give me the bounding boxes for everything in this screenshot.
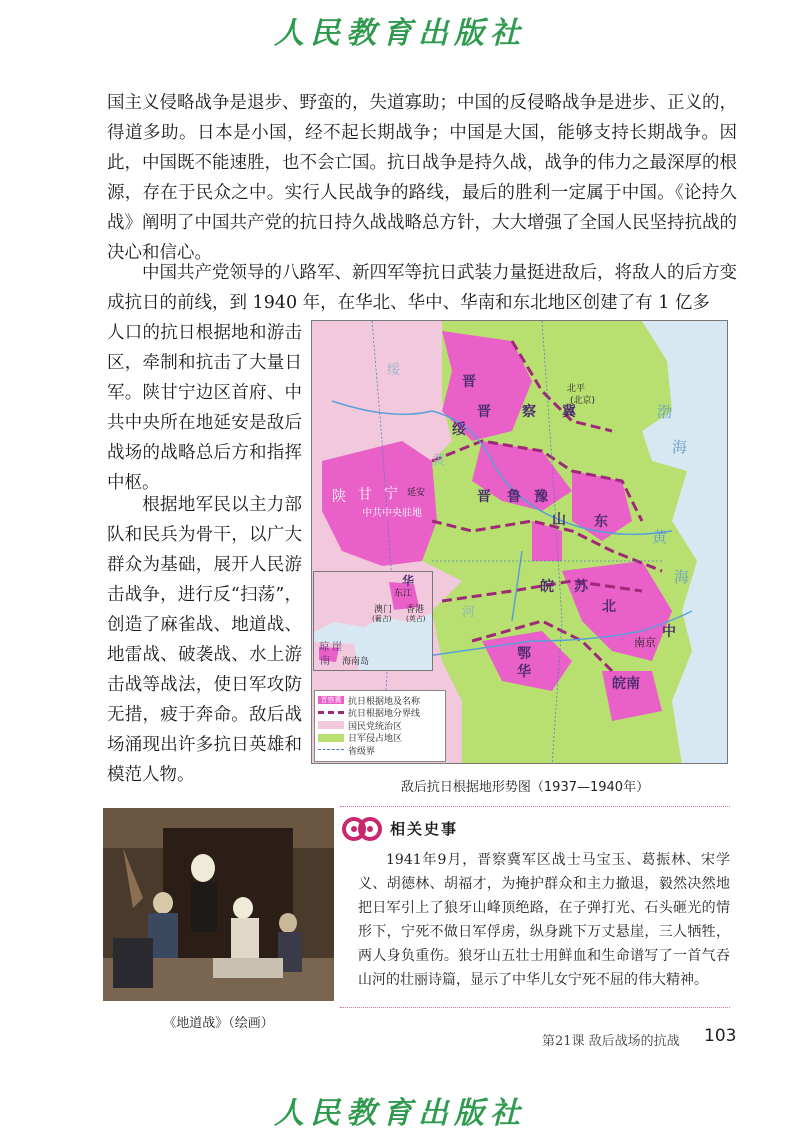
map-label-hai1: 海 bbox=[672, 438, 688, 456]
map-label-jin: 晋 bbox=[462, 374, 476, 390]
map-label-jin3: 晋 bbox=[477, 489, 491, 505]
page-number: 103 bbox=[704, 1026, 737, 1046]
paragraph-2-text: 中国共产党领导的八路军、新四军等抗日武装力量挺进敌后，将敌人的后方变成抗日的前线，到 1940 年，在华北、华中、华南和东北地区创建了有 1 亿多 bbox=[107, 263, 737, 313]
map-label-huang: 黄 bbox=[432, 453, 446, 468]
paragraph-1: 国主义侵略战争是退步、野蛮的，失道寡助；中国的反侵略战争是进步、正义的，得道多助。日本是小国，经不起长期战争；中国是大国，能够支持长期战争。因此，中国既不能速胜，也不会亡国。抗日战争是持久战，战争的伟力之最深厚的根源，存在于民众之中。实行人民战争的路线，最后的胜利一定属于中国。《论持久战》阐明了中国共产党的抗日持久战战略总方针，大大增强了全国人民坚持抗战的决心和信心。 bbox=[107, 93, 737, 263]
painting-caption: 《地道战》（绘画） bbox=[163, 1016, 274, 1031]
inset-label-qiong: 琼 bbox=[319, 642, 329, 653]
legend-swatch-kmt bbox=[318, 721, 344, 729]
publisher-watermark-bottom: 人民教育出版社 bbox=[274, 1096, 526, 1130]
south-china-inset bbox=[313, 571, 433, 671]
map-label-sui2: 绥 bbox=[452, 422, 466, 438]
legend-row-kmt bbox=[318, 719, 442, 732]
legend-row-base bbox=[318, 694, 442, 707]
footer-lesson-title: 第21课 敌后战场的抗战 bbox=[542, 1034, 680, 1049]
map-label-shandong: 山 bbox=[552, 512, 566, 528]
legend-label-base: 抗日根据地及名称 bbox=[348, 696, 421, 707]
map-label-wan: 皖 bbox=[540, 579, 554, 595]
legend-swatch-base: 晋察冀 bbox=[318, 696, 344, 704]
history-icon-graphic bbox=[342, 815, 382, 843]
inset-label-huanan: 华 bbox=[402, 574, 415, 588]
map-label-hua: 华 bbox=[517, 664, 531, 680]
map-label-sui: 绥 bbox=[387, 363, 401, 378]
map-label-jin2: 晋 bbox=[477, 404, 491, 420]
history-title: 相关史事 bbox=[390, 820, 459, 838]
map-label-ji: 冀 bbox=[562, 404, 576, 420]
map-label-ning: 宁 bbox=[384, 486, 398, 502]
base-area-map bbox=[311, 320, 728, 764]
map-label-yu: 豫 bbox=[534, 489, 548, 505]
inset-label-pu: (葡占) bbox=[372, 615, 392, 623]
map-legend bbox=[314, 690, 446, 762]
legend-swatch-occupied bbox=[318, 734, 344, 742]
map-label-zhong: 中 bbox=[662, 624, 676, 640]
legend-label-occupied: 日军侵占地区 bbox=[348, 734, 403, 745]
legend-row-boundary bbox=[318, 707, 442, 720]
legend-swatch-boundary bbox=[318, 711, 344, 715]
tunnel-warfare-painting bbox=[103, 808, 334, 1001]
history-text bbox=[358, 848, 730, 992]
inset-label-aomen: 澳门 bbox=[374, 605, 393, 615]
inset-label-dongjiang: 东江 bbox=[394, 589, 413, 599]
map-label-gan: 甘 bbox=[358, 487, 372, 503]
inset-label-ying: (英占) bbox=[406, 615, 426, 623]
map-caption: 敌后抗日根据地形势图（1937—1940年） bbox=[400, 780, 650, 795]
publisher-watermark-top: 人民教育出版社 bbox=[274, 16, 526, 51]
map-label-bei: 北 bbox=[602, 599, 616, 615]
legend-label-boundary: 抗日根据地分界线 bbox=[348, 709, 421, 720]
map-label-zhonggong: 中共中央驻地 bbox=[362, 508, 422, 519]
inset-label-yai: 崖 bbox=[332, 642, 342, 653]
legend-row-occupied bbox=[318, 732, 442, 745]
map-label-hai2: 海 bbox=[674, 568, 690, 586]
paragraph-4-text: 根据地军民以主力部队和民兵为骨干，以广大群众为基础，展开人民游击战争，进行反“扫荡”，创造了麻雀战、地道战、地雷战、破袭战、水上游击战等战法，使日军攻防无措，疲于奔命。敌后战场涌现出许多抗日英雄和模范人物。 bbox=[107, 495, 302, 785]
map-label-nanjing: 南京 bbox=[634, 636, 656, 649]
map-label-dong: 东 bbox=[594, 514, 608, 530]
inset-label-nan: 南 bbox=[320, 656, 330, 667]
map-label-beijing: (北京) bbox=[570, 396, 596, 406]
paragraph-4 bbox=[107, 490, 302, 790]
paragraph-2 bbox=[107, 258, 737, 318]
painting-graphic bbox=[103, 808, 334, 1001]
map-label-beiping: 北平 bbox=[567, 384, 586, 394]
paragraph-3: 人口的抗日根据地和游击区，牵制和抗击了大量日军。陕甘宁边区首府、中共中央所在地延安是敌后战场的战略总后方和指挥中枢。 bbox=[107, 323, 302, 493]
map-label-su: 苏 bbox=[574, 579, 588, 595]
map-label-e: 鄂 bbox=[517, 646, 531, 662]
history-text-body: 1941年9月，晋察冀军区战士马宝玉、葛振林、宋学义、胡德林、胡福才，为掩护群众和主力撤退，毅然决然地把日军引上了狼牙山峰顶绝路，在子弹打光、石头砸光的情形下，宁死不做日军俘虏，纵身跳下万丈悬崖，三人牺牲，两人身负重伤。狼牙山五壮士用鲜血和生命谱写了一首气吞山河的壮丽诗篇，显示了中华儿女宁死不屈的伟大精神。 bbox=[358, 852, 730, 988]
map-label-wannan: 皖南 bbox=[612, 676, 640, 692]
history-top-divider bbox=[340, 806, 730, 807]
map-label-shan: 陕 bbox=[332, 489, 346, 505]
inset-label-hainan: 海南岛 bbox=[342, 657, 370, 667]
map-label-yanan: 延安 bbox=[407, 488, 426, 498]
map-label-huanghai: 黄 bbox=[652, 528, 668, 546]
map-label-he: 河 bbox=[462, 605, 476, 620]
map-label-lu: 鲁 bbox=[507, 489, 521, 505]
legend-label-province: 省级界 bbox=[348, 746, 376, 757]
history-bottom-divider bbox=[340, 1007, 730, 1008]
map-label-cha: 察 bbox=[522, 404, 536, 420]
map-label-bohai: 渤 bbox=[657, 403, 673, 421]
legend-swatch-province bbox=[318, 749, 344, 751]
inset-label-xianggang: 香港 bbox=[406, 605, 425, 615]
history-icon bbox=[342, 815, 382, 843]
legend-label-kmt: 国民党统治区 bbox=[348, 721, 403, 732]
legend-row-province bbox=[318, 744, 442, 757]
